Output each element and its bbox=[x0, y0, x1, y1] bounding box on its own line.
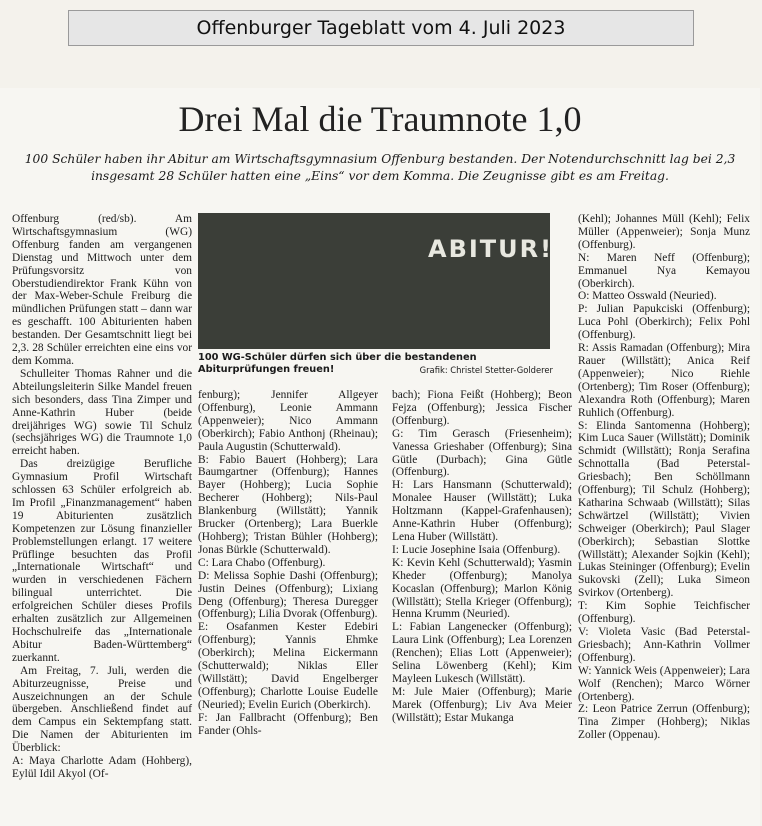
name-list-paragraph: S: Elinda Santomenna (Hohberg); Kim Luca Sauer (Willstätt); Dominik Schmidt (Willstätt); Ronja Serafina Schnottalla (Bad Peterstal-Griesbach); Ben Schöllmann (Offenburg); Til Schulz (Hohberg); Katharina Schwaab (Willstätt); Silas Schwärtzel (Willstätt); Vivien Schweiger (Oberkirch); Paul Slager (Oberkirch); Sebastian Slottke (Willstätt); Alexander Sojkin (Kehl); Lukas Steininger (Offenburg); Evelin Sukovski (Zell); Luka Simeon Svirkov (Ortenberg). bbox=[578, 419, 750, 600]
image-caption: 100 WG-Schüler dürfen sich über die bestandenen Abiturprüfungen freuen! bbox=[198, 352, 477, 375]
article-column-1 bbox=[12, 213, 192, 781]
paragraph: Offenburg (red/sb). Am Wirtschaftsgymnasium (WG) Offenburg fanden am vergangenen Dienstag und Mittwoch unter dem Prüfungsvorsitz von Oberstudiendirektor Frank Kühn von der Max-Weber-Schule Freiburg die mündlichen Prüfungen statt – dann war es geschafft. 100 Abiturienten haben bestanden. Der Gesamtschnitt liegt bei 2,3. 28 Schüler erreichten eine eins vor dem Komma. bbox=[12, 213, 192, 367]
name-list-paragraph: V: Violeta Vasic (Bad Peterstal-Griesbach); Ann-Kathrin Vollmer (Offenburg). bbox=[578, 626, 750, 664]
name-list-paragraph: D: Melissa Sophie Dashi (Offenburg); Justin Deines (Offenburg); Lixiang Deng (Offenburg); Theresa Duregger (Offenburg); Lilia Dvorak (Offenburg). bbox=[198, 569, 378, 621]
name-list-paragraph: N: Maren Neff (Offenburg); Emmanuel Nya Kemayou (Oberkirch). bbox=[578, 251, 750, 290]
name-list-paragraph: E: Osafanmen Kester Edebiri (Offenburg); Yannis Ehmke (Oberkirch); Melina Eickermann (Schutterwald); Niklas Eller (Willstätt); David Engelberger (Offenburg); Charlotte Louise Eudelle (Neuried); Evelin Eurich (Oberkirch). bbox=[198, 621, 378, 711]
name-list-paragraph: L: Fabian Langenecker (Offenburg); Laura Link (Offenburg); Lea Lorenzen (Renchen); Elias Lott (Appenweier); Selina Löwenberg (Kehl); Kim Mayleen Lukesch (Willstätt). bbox=[392, 621, 572, 685]
name-list-paragraph: H: Lars Hansmann (Schutterwald); Monalee Hauser (Willstätt); Luka Holtzmann (Kappel-Grafenhausen); Anne-Kathrin Huber (Offenburg); Lena Huber (Willstätt). bbox=[392, 479, 572, 543]
name-list-paragraph: G: Tim Gerasch (Friesenheim); Vanessa Grieshaber (Offenburg); Sina Gütle (Durbach); Gina Gütle (Offenburg). bbox=[392, 427, 572, 479]
source-banner: Offenburger Tageblatt vom 4. Juli 2023 bbox=[68, 10, 694, 46]
name-list-paragraph: B: Fabio Bauert (Hohberg); Lara Baumgartner (Offenburg); Hannes Bayer (Hohberg); Lucia Sophie Becherer (Hohberg); Nils-Paul Blankenburg (Willstätt); Yannik Brucker (Ortenberg); Lara Buerkle (Hohberg); Tristan Bühler (Hohberg); Jonas Bürkle (Schutterwald). bbox=[198, 453, 378, 556]
article-subheadline: 100 Schüler haben ihr Abitur am Wirtschaftsgymnasium Offenburg bestanden. Der Notendurchschnitt lag bei 2,3 insgesamt 28 Schüler hatten eine „Eins“ vor dem Komma. Die Zeugnisse gibt es am Freitag. bbox=[24, 152, 736, 183]
paragraph: Am Freitag, 7. Juli, werden die Abiturzeugnisse, Preise und Auszeichnungen an der Schule übergeben. Anschließend findet auf dem Campus ein Sektempfang statt. Die Namen der Abiturienten im Überblick: bbox=[12, 664, 192, 755]
name-list-paragraph: T: Kim Sophie Teichfischer (Offenburg). bbox=[578, 600, 750, 626]
article-column-2 bbox=[198, 389, 378, 737]
name-list-paragraph: C: Lara Chabo (Offenburg). bbox=[198, 556, 326, 569]
image-credit: Grafik: Christel Stetter-Golderer bbox=[419, 365, 553, 375]
name-list-paragraph: K: Kevin Kehl (Schutterwald); Yasmin Kheder (Offenburg); Manolya Kocaslan (Offenburg); Marlon König (Willstätt); Stella Krieger (Offenburg); Henna Krumm (Neuried). bbox=[392, 556, 572, 621]
article-headline: Drei Mal die Traumnote 1,0 bbox=[178, 99, 582, 139]
name-list-paragraph: P: Julian Papukciski (Offenburg); Luca Pohl (Oberkirch); Felix Pohl (Offenburg). bbox=[578, 303, 750, 342]
name-list-paragraph: (Kehl); Johannes Müll (Kehl); Felix Müller (Appenweier); Sonja Munz (Offenburg). bbox=[578, 213, 750, 251]
chalk-text: ABITUR! bbox=[428, 235, 554, 263]
paragraph: Das dreizügige Berufliche Gymnasium Profil Wirtschaft schlossen 63 Schüler erfolgreich ab. Im Profil „Finanzmanagement“ haben 19 Abiturienten zusätzlich Kompetenzen zur Lösung finanzieller Problemstellungen erlangt. 17 weitere Prüflinge besuchten das Profil „Internationale Wirtschaft“ und wurden in verschiedenen Fächern bilingual unterrichtet. Die erfolgreichen Schüler dieses Profils erhalten zusätzlich zur Allgemeinen Hochschulreife das „Internationale Abitur Baden-Württemberg“ zuerkannt. bbox=[12, 458, 192, 664]
name-list-paragraph: Z: Leon Patrice Zerrun (Offenburg); Tina Zimper (Hohberg); Niklas Zoller (Oppenau). bbox=[578, 703, 750, 742]
article-column-4 bbox=[578, 213, 750, 742]
name-list-paragraph: M: Jule Maier (Offenburg); Marie Marek (Offenburg); Liv Ava Meier (Willstätt); Estar Mukanga bbox=[392, 685, 572, 724]
name-list-paragraph: I: Lucie Josephine Isaia (Offenburg). bbox=[392, 543, 561, 556]
name-list-paragraph: F: Jan Fallbracht (Offenburg); Ben Fander (Ohls- bbox=[198, 711, 378, 737]
name-list-paragraph: O: Matteo Osswald (Neuried). bbox=[578, 290, 717, 303]
name-list-paragraph: bach); Fiona Feißt (Hohberg); Beon Fejza (Offenburg); Jessica Fischer (Offenburg). bbox=[392, 389, 572, 427]
abitur-chalkboard-image bbox=[198, 213, 554, 349]
paragraph: A: Maya Charlotte Adam (Hohberg), Eylül Idil Akyol (Of- bbox=[12, 755, 192, 780]
paragraph: Schulleiter Thomas Rahner und die Abteilungsleiterin Silke Mandel freuen sich besonders, dass Tina Zimper und Anne-Kathrin Huber (beide dreijähriges WG) sowie Til Schulz (sechsjähriges WG) die Traumnote 1,0 erreicht haben. bbox=[12, 367, 192, 458]
article-column-3 bbox=[392, 389, 572, 725]
name-list-paragraph: fenburg); Jennifer Allgeyer (Offenburg), Leonie Ammann (Appenweier); Nico Ammann (Oberkirch); Fabio Anthonj (Rheinau); Paula Augustin (Schutterwald). bbox=[198, 389, 378, 453]
name-list-paragraph: R: Assis Ramadan (Offenburg); Mira Rauer (Willstätt); Anica Reif (Appenweier); Nico Riehle (Ortenberg); Tim Roser (Offenburg); Alexandra Roth (Offenburg); Maren Ruhlich (Offenburg). bbox=[578, 342, 750, 419]
name-list-paragraph: W: Yannick Weis (Appenweier); Lara Wolf (Renchen); Marco Wörner (Ortenberg). bbox=[578, 664, 750, 703]
